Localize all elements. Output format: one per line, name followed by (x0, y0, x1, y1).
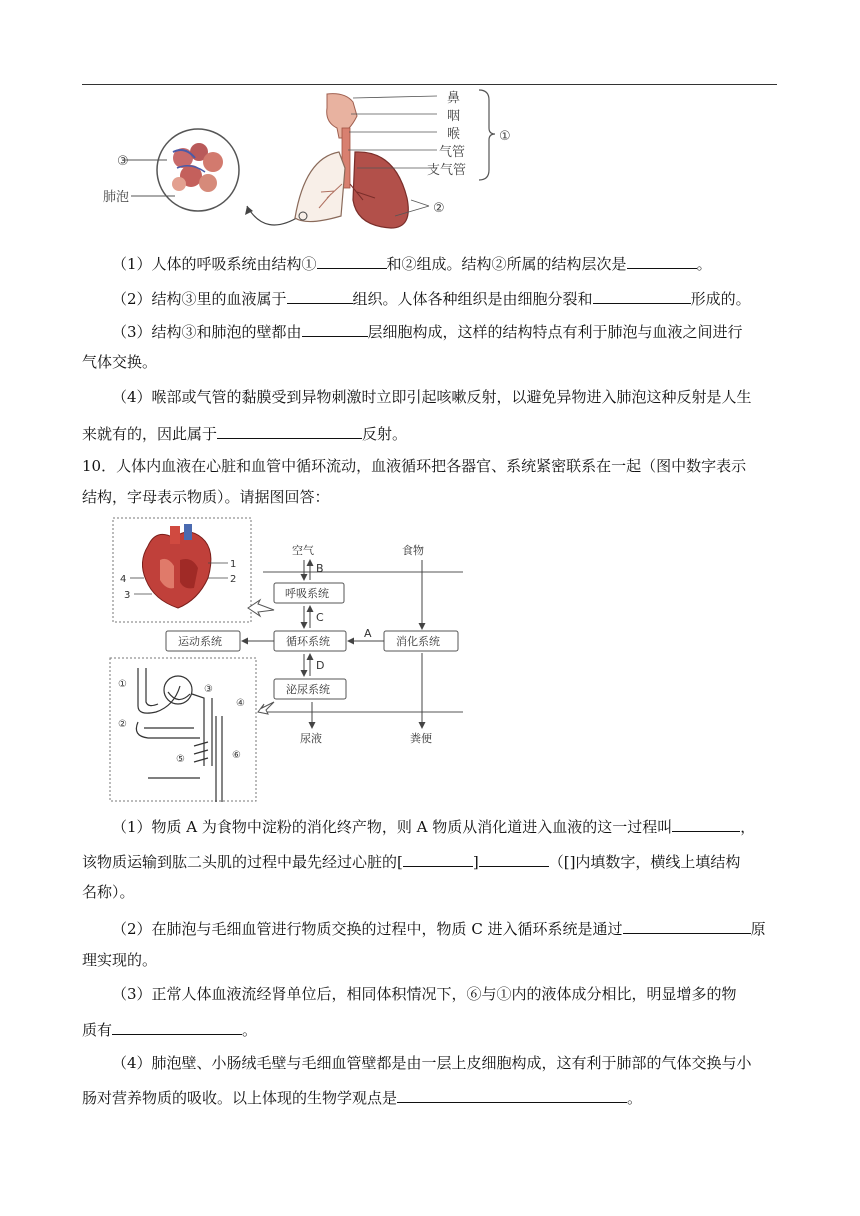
q10-part2-text-b: 原 (750, 920, 766, 938)
marker-1-label: ① (499, 129, 511, 144)
nephron-num-3: ③ (204, 684, 213, 695)
q10-part1-text-c: 该物质运输到肱二头肌的过程中最先经过心脏的[ (82, 853, 403, 871)
q10-part3-text-c: 。 (242, 1021, 258, 1039)
q9-part4-text-b: 来就有的，因此属于 (82, 425, 218, 443)
food-label: 食物 (402, 544, 424, 557)
answer-blank[interactable] (623, 917, 751, 934)
q9-part1-text-b: 和②组成。结构②所属的结构层次是 (386, 255, 627, 273)
q9-part2 (82, 287, 812, 309)
q9-part4: （4）喉部或气管的黏膜受到异物刺激时立即引起咳嗽反射，以避免异物进入肺泡这种反射是人生 (112, 388, 752, 406)
q10-part4-text-b: 肠对营养物质的吸收。以上体现的生物学观点是 (82, 1089, 398, 1107)
q9-part3-text-a: （3）结构③和肺泡的壁都由 (112, 323, 302, 341)
bronchus-label: 支气管 (427, 163, 467, 178)
digestive-system-label: 消化系统 (396, 635, 440, 648)
heart-num-4: 4 (120, 574, 127, 585)
q9-part3 (82, 320, 812, 342)
larynx-label: 喉 (447, 127, 461, 142)
answer-blank-number[interactable] (403, 850, 473, 867)
nephron-num-4: ④ (236, 698, 245, 709)
q10-part2 (82, 917, 812, 939)
marker-3-label: ③ (117, 154, 129, 169)
heart-num-2: 2 (230, 574, 237, 585)
q9-part4-cont (82, 422, 782, 444)
q10-part1-text-d: ] (472, 853, 479, 871)
q10-part1-text-e: （[]内填数字，横线上填结构 (548, 853, 741, 871)
answer-blank[interactable] (593, 287, 691, 304)
q10-part3: （3）正常人体血液流经肾单位后，相同体积情况下，⑥与①内的液体成分相比，明显增多的物 (112, 985, 737, 1003)
heart-num-1: 1 (230, 559, 237, 570)
q9-part4-text-c: 反射。 (362, 425, 408, 443)
q10-stem-line1: 10．人体内血液在心脏和血管中循环流动，血液循环把各器官、系统紧密联系在一起（图中数字表示 (82, 457, 747, 475)
respiratory-system-label: 呼吸系统 (285, 587, 329, 600)
label-D: D (316, 659, 325, 672)
answer-blank[interactable] (317, 252, 387, 269)
alveolus-label: 肺泡 (103, 190, 130, 205)
q9-part2-text-c: 形成的。 (690, 290, 751, 308)
q10-part2-cont: 理实现的。 (82, 951, 158, 969)
nephron-inset-box (110, 658, 256, 801)
air-label: 空气 (292, 544, 314, 557)
feces-label: 粪便 (410, 732, 432, 745)
q9-part1 (82, 252, 812, 274)
nephron-num-5: ⑤ (176, 754, 185, 765)
marker-2-label: ② (433, 201, 445, 216)
q10-stem-line2: 结构，字母表示物质）。请据图回答： (82, 488, 330, 506)
answer-blank[interactable] (302, 320, 368, 337)
q10-part4-text-c: 。 (627, 1089, 643, 1107)
q10-part2-text-a: （2）在肺泡与毛细血管进行物质交换的过程中，物质 C 进入循环系统是通过 (112, 920, 623, 938)
answer-blank[interactable] (397, 1086, 627, 1103)
motor-system-label: 运动系统 (178, 635, 222, 648)
nephron-num-1: ① (118, 679, 127, 690)
nephron-num-6: ⑥ (232, 750, 241, 761)
circulatory-system-label: 循环系统 (286, 635, 330, 648)
answer-blank[interactable] (217, 422, 362, 439)
q10-part1-text-a: （1）物质 A 为食物中淀粉的消化终产物，则 A 物质从消化道进入血液的这一过程叫 (112, 818, 673, 836)
q10-part1-cont2: 名称）。 (82, 883, 135, 901)
respiratory-system-figure (95, 88, 535, 238)
q9-part2-text-a: （2）结构③里的血液属于 (112, 290, 287, 308)
q10-part4: （4）肺泡壁、小肠绒毛壁与毛细血管壁都是由一层上皮细胞构成，这有利于肺部的气体交换与小 (112, 1054, 752, 1072)
q9-part2-text-b: 组织。人体各种组织是由细胞分裂和 (352, 290, 593, 308)
q10-part1-cont (82, 850, 782, 872)
answer-blank[interactable] (672, 815, 740, 832)
q10-part1 (82, 815, 812, 837)
answer-blank[interactable] (627, 252, 697, 269)
heart-num-3: 3 (124, 590, 131, 601)
nephron-num-2: ② (118, 719, 127, 730)
q9-part3-text-b: 层细胞构成，这样的结构特点有利于肺泡与血液之间进行 (367, 323, 743, 341)
q9-part3-cont: 气体交换。 (82, 353, 158, 371)
urine-label: 尿液 (300, 732, 322, 745)
trachea-label: 气管 (439, 145, 466, 160)
answer-blank[interactable] (287, 287, 353, 304)
label-A: A (364, 627, 372, 640)
label-B: B (316, 562, 324, 575)
q10-part3-cont (82, 1018, 782, 1040)
q10-part4-cont (82, 1086, 782, 1108)
nose-label: 鼻 (447, 91, 461, 106)
q10-part1-text-b: ， (740, 818, 756, 836)
answer-blank[interactable] (112, 1018, 242, 1035)
q9-part1-text-c: 。 (696, 255, 712, 273)
q10-part3-text-b: 质有 (82, 1021, 113, 1039)
header-rule (82, 84, 777, 85)
answer-blank[interactable] (479, 850, 549, 867)
label-C: C (316, 611, 324, 624)
circulation-systems-figure (108, 516, 468, 804)
pharynx-label: 咽 (447, 109, 461, 124)
q9-part1-text-a: （1）人体的呼吸系统由结构① (112, 255, 317, 273)
urinary-system-label: 泌尿系统 (286, 683, 330, 696)
